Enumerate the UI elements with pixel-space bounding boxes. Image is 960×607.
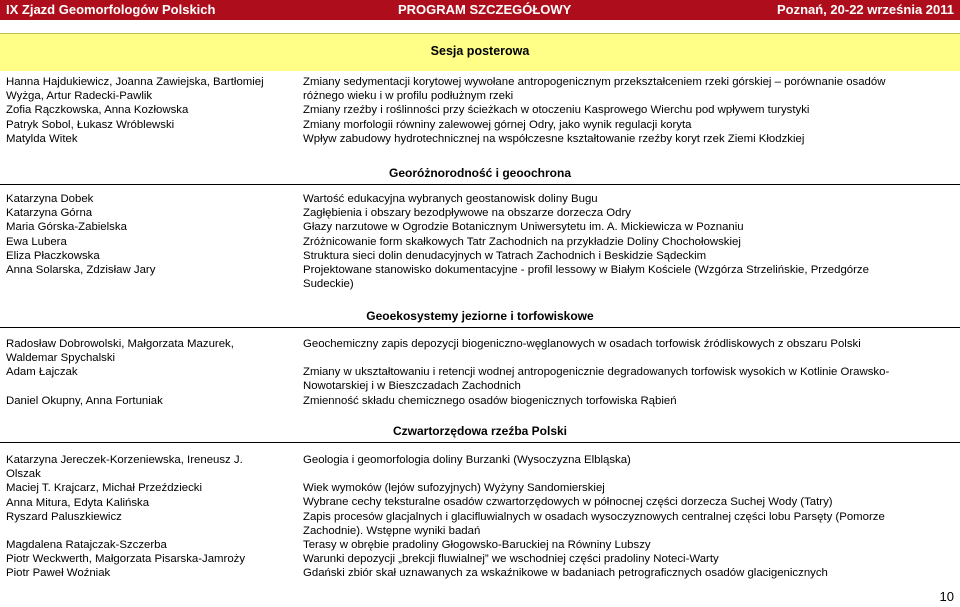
author-line: Anna Mitura, Edyta Kalińska (6, 496, 150, 509)
author-line: Ryszard Paluszkiewicz (6, 510, 122, 523)
poster-title: Struktura sieci dolin denudacyjnych w Tatrach Zachodnich i Beskidzie Sądeckim (303, 249, 707, 262)
author-line: Maria Górska-Zabielska (6, 221, 127, 234)
poster-title: Warunki depozycji „brekcji fluwialnej” we wschodniej części pradoliny Noteci-Warty (303, 553, 719, 566)
author-line: Hanna Hajdukiewicz, Joanna Zawiejska, Bartłomiej (6, 76, 264, 88)
author-line: Wyżga, Artur Radecki-Pawlik (6, 90, 153, 103)
conference-dates: Poznań, 20-22 września 2011 (776, 2, 954, 17)
session-banner (0, 33, 960, 71)
section-2-title: Geoekosystemy jeziorne i torfowiskowe (366, 309, 594, 323)
author-line: Patryk Sobol, Łukasz Wróblewski (6, 118, 175, 131)
header-bar (0, 0, 960, 20)
poster-title: Zachodnie). Wstępne wyniki badań (303, 524, 481, 537)
section-3-authors (6, 453, 290, 581)
author-line: Ewa Lubera (6, 235, 67, 248)
poster-title: Sudeckie) (303, 278, 354, 291)
poster-title: Zmiany w ukształtowaniu i retencji wodnej antropogenicznie degradowanych torfowisk wysokich w Kotlinie Orawsko- (303, 366, 890, 379)
divider (0, 184, 960, 185)
poster-title: Gdański zbiór skał uznawanych za wskaźnikowe w badaniach petrograficznych osadów glacigenicznych (303, 567, 828, 580)
author-line: Adam Łajczak (6, 366, 78, 379)
session-title: Sesja posterowa (430, 44, 530, 58)
poster-title: Wpływ zabudowy hydrotechnicznej na współczesne kształtowanie rzeźby koryt rzek Ziemi Kłodzkiej (303, 132, 805, 145)
section-2-titles (303, 337, 951, 408)
section-1-authors (6, 192, 290, 277)
poster-title: Geologia i geomorfologia doliny Burzanki (Wysoczyzna Elbląska) (303, 454, 631, 466)
section-0-authors (6, 75, 290, 146)
poster-title: Zmiany morfologii równiny zalewowej górnej Odry, jako wynik regulacji koryta (303, 118, 692, 131)
poster-title: różnego wieku i w profilu podłużnym rzeki (303, 90, 514, 103)
poster-title: Projektowane stanowisko dokumentacyjne - profil lessowy w Białym Kościele (Wzgórza Strzelińskie, Przedgórze (303, 264, 869, 277)
author-line: Matylda Witek (6, 132, 78, 145)
divider (0, 442, 960, 443)
author-line: Piotr Paweł Woźniak (6, 567, 111, 580)
divider (0, 327, 960, 328)
poster-title: Nowotarskiej i w Bieszczadach Zachodnich (303, 380, 521, 393)
program-title: PROGRAM SZCZEGÓŁOWY (398, 2, 572, 17)
author-line: Magdalena Ratajczak-Szczerba (6, 539, 167, 552)
poster-title: Wiek wymoków (lejów sufozyjnych) Wyżyny Sandomierskiej (303, 482, 605, 495)
page-number: 10 (939, 589, 954, 604)
poster-title: Zmiany rzeźby i roślinności przy ścieżkach w otoczeniu Kasprowego Wierchu pod wpływem turystyki (303, 104, 810, 117)
author-line: Katarzyna Górna (6, 207, 93, 220)
author-line: Olszak (6, 468, 41, 481)
section-1-titles (303, 192, 951, 291)
author-line: Daniel Okupny, Anna Fortuniak (6, 394, 163, 407)
author-line: Katarzyna Dobek (6, 193, 94, 205)
poster-title: Zagłębienia i obszary bezodpływowe na obszarze dorzecza Odry (303, 207, 631, 220)
author-line: Waldemar Spychalski (6, 352, 116, 365)
poster-title: Zróżnicowanie form skałkowych Tatr Zachodnich na przykładzie Doliny Chochołowskiej (303, 235, 741, 248)
author-line: Piotr Weckwerth, Małgorzata Pisarska-Jamroży (6, 553, 246, 566)
author-line: Eliza Płaczkowska (6, 249, 100, 262)
author-line: Maciej T. Krajcarz, Michał Przeździecki (6, 482, 203, 495)
author-line: Zofia Rączkowska, Anna Kozłowska (6, 104, 189, 117)
section-3-title: Czwartorzędowa rzeźba Polski (392, 424, 568, 438)
poster-title: Zapis procesów glacjalnych i glacifluwialnych w osadach wysoczyznowych centralnej części lobu Parsęty (Pomorze (303, 510, 885, 523)
section-1-title: Georóżnorodność i geoochrona (388, 166, 571, 180)
section-2-authors (6, 337, 290, 408)
poster-title: Geochemiczny zapis depozycji biogeniczno-węglanowych w osadach torfowisk źródliskowych z obszaru Polski (303, 338, 861, 350)
section-0-titles (303, 75, 951, 146)
poster-title: Terasy w obrębie pradoliny Głogowsko-Baruckiej na Równiny Lubszy (303, 539, 651, 552)
poster-title: Zmiany sedymentacji korytowej wywołane antropogenicznym przekształceniem rzeki górskiej – porównanie osadów (303, 76, 886, 88)
poster-title: Wybrane cechy teksturalne osadów czwartorzędowych w północnej części dorzecza Suchej Wody (Tatry) (303, 496, 833, 509)
poster-title: Zmienność składu chemicznego osadów biogenicznych torfowiska Rąbień (303, 394, 677, 407)
author-line: Katarzyna Jereczek-Korzeniewska, Ireneusz J. (6, 454, 243, 466)
poster-title: Głazy narzutowe w Ogrodzie Botanicznym Uniwersytetu im. A. Mickiewicza w Poznaniu (303, 221, 744, 234)
section-3-titles (303, 453, 951, 581)
conference-name: IX Zjazd Geomorfologów Polskich (6, 2, 216, 17)
author-line: Radosław Dobrowolski, Małgorzata Mazurek, (6, 338, 234, 350)
poster-title: Wartość edukacyjna wybranych geostanowisk doliny Bugu (303, 193, 598, 205)
author-line: Anna Solarska, Zdzisław Jary (6, 264, 156, 277)
